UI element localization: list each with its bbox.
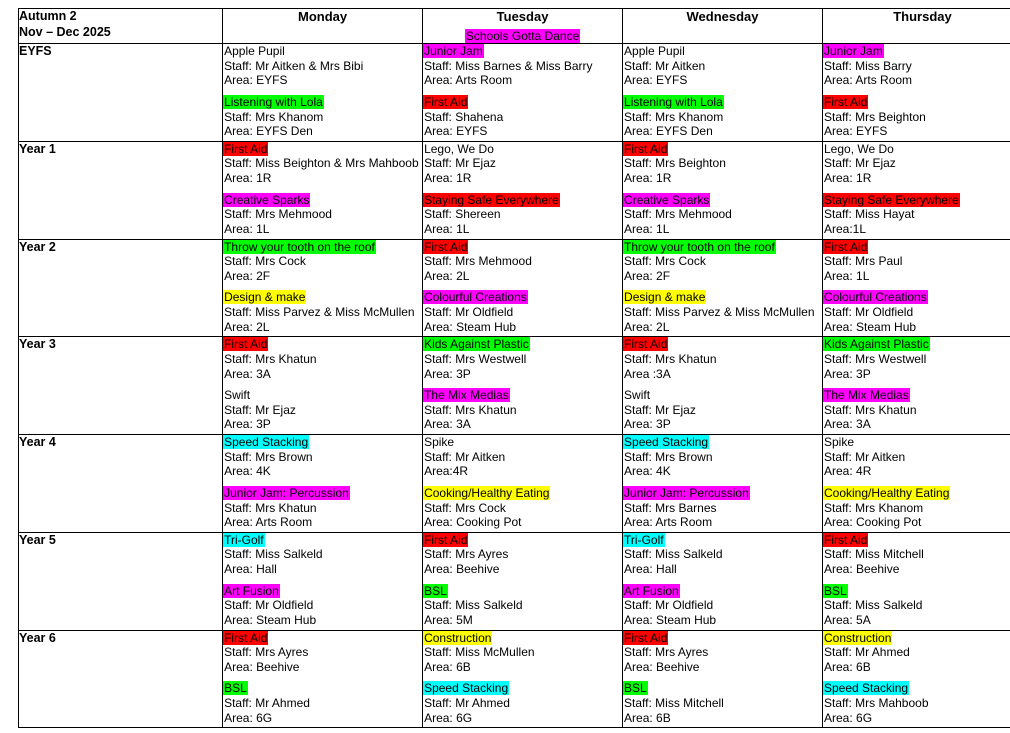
club-title: Colourful Creations [823,290,928,304]
club-area: Area: Beehive [623,660,822,675]
club-staff: Staff: Miss Salkeld [223,547,422,562]
club-area: Area: Arts Room [423,73,622,88]
club-cell [623,44,823,142]
club-cell [623,337,823,435]
club-area: Area: 4K [223,464,422,479]
year-group-label: Year 3 [19,337,223,435]
day-name: Monday [298,9,347,24]
club-entry [623,142,822,186]
club-staff: Staff: Miss Beighton & Mrs Mahboob [223,156,422,171]
club-title: Listening with Lola [623,95,724,109]
club-title: Throw your tooth on the roof [623,240,776,254]
club-entry [623,631,822,675]
club-entry [823,631,1010,675]
club-entry [423,435,622,479]
club-entry [423,142,622,186]
club-entry [223,193,422,237]
club-area: Area: 3P [223,417,422,432]
club-title: Apple Pupil [223,44,286,58]
club-title: Kids Against Plastic [423,337,530,351]
club-area: Area: 3A [423,417,622,432]
club-cell [423,239,623,337]
club-staff: Staff: Mrs Mahboob [823,696,1010,711]
club-entry [623,240,822,284]
club-cell [423,435,623,533]
club-cell [823,435,1010,533]
club-staff: Staff: Mrs Beighton [823,110,1010,125]
club-title: Staying Safe Everywhere [423,193,560,207]
club-title: Construction [423,631,492,645]
day-name: Tuesday [497,9,549,24]
club-title: Lego, We Do [423,142,495,156]
club-area: Area: Hall [623,562,822,577]
club-entry [223,240,422,284]
club-area: Area: Steam Hub [423,320,622,335]
club-entry [823,337,1010,381]
club-staff: Staff: Mrs Khatun [623,352,822,367]
club-entry [223,584,422,628]
club-area: Area: 1L [623,222,822,237]
year-group-label: EYFS [19,44,223,142]
club-cell [423,630,623,728]
club-title: Design & make [623,290,706,304]
club-entry [223,435,422,479]
club-area: Area: 2L [223,320,422,335]
club-area: Area: 1R [223,171,422,186]
club-entry [423,337,622,381]
club-title: Junior Jam [423,44,484,58]
club-entry [623,681,822,725]
club-title: First Aid [223,142,268,156]
club-entry [823,681,1010,725]
club-entry [623,290,822,334]
club-entry [623,95,822,139]
club-staff: Staff: Mr Ahmed [823,645,1010,660]
club-entry [223,44,422,88]
club-entry [423,533,622,577]
day-note-highlight: Schools Gotta Dance [465,29,580,43]
club-staff: Staff: Miss Barnes & Miss Barry [423,59,622,74]
club-staff: Staff: Mrs Khanom [623,110,822,125]
club-title: Lego, We Do [823,142,895,156]
day-header-thursday [823,9,1010,44]
club-area: Area: 1R [823,171,1010,186]
club-entry [423,240,622,284]
year-group-label: Year 1 [19,141,223,239]
club-title: Colourful Creations [423,290,528,304]
club-cell [623,141,823,239]
club-title: Cooking/Healthy Eating [423,486,550,500]
table-row [19,239,1010,337]
club-area: Area: EYFS [223,73,422,88]
club-title: Art Fusion [223,584,280,598]
club-title: Junior Jam [823,44,884,58]
club-area: Area: 6B [423,660,622,675]
club-area: Area: Steam Hub [223,613,422,628]
club-title: Speed Stacking [623,435,709,449]
club-title: Creative Sparks [223,193,310,207]
club-title: Kids Against Plastic [823,337,930,351]
club-area: Area: 2F [623,269,822,284]
club-area: Area: Beehive [823,562,1010,577]
club-entry [423,290,622,334]
club-title: Tri-Golf [223,533,265,547]
club-area: Area: EYFS [423,124,622,139]
club-entry [223,337,422,381]
club-entry [423,584,622,628]
club-staff: Staff: Mrs Westwell [423,352,622,367]
term-heading-cell [19,9,223,44]
club-entry [423,193,622,237]
year-group-label: Year 4 [19,435,223,533]
club-area: Area: EYFS Den [223,124,422,139]
club-cell [423,532,623,630]
club-staff: Staff: Shereen [423,207,622,222]
club-cell [623,435,823,533]
club-staff: Staff: Miss McMullen [423,645,622,660]
day-note [423,29,622,43]
term-dates: Nov – Dec 2025 [19,25,111,39]
club-staff: Staff: Miss Salkeld [623,547,822,562]
club-staff: Staff: Mr Ejaz [823,156,1010,171]
club-staff: Staff: Miss Mitchell [823,547,1010,562]
club-title: First Aid [223,337,268,351]
day-header-wednesday [623,9,823,44]
year-group-label: Year 2 [19,239,223,337]
club-staff: Staff: Mrs Mehmood [223,207,422,222]
club-staff: Staff: Mrs Cock [423,501,622,516]
club-entry [623,44,822,88]
club-cell [823,630,1010,728]
club-entry [423,95,622,139]
club-cell [223,239,423,337]
club-area: Area: 4R [823,464,1010,479]
club-staff: Staff: Mr Ejaz [623,403,822,418]
club-entry [823,193,1010,237]
club-entry [423,44,622,88]
club-staff: Staff: Shahena [423,110,622,125]
club-area: Area: 3A [823,417,1010,432]
club-staff: Staff: Mr Aitken [823,450,1010,465]
club-title: First Aid [623,142,668,156]
club-area: Area: 3P [423,367,622,382]
club-staff: Staff: Mrs Khatun [823,403,1010,418]
club-entry [623,435,822,479]
club-staff: Staff: Mrs Ayres [623,645,822,660]
club-entry [223,533,422,577]
club-cell [823,239,1010,337]
club-staff: Staff: Mrs Paul [823,254,1010,269]
club-entry [823,95,1010,139]
club-title: Cooking/Healthy Eating [823,486,950,500]
club-title: Swift [223,388,251,402]
club-cell [823,44,1010,142]
club-title: Spike [823,435,855,449]
club-entry [823,486,1010,530]
club-area: Area: 1L [223,222,422,237]
table-row [19,337,1010,435]
club-entry [223,290,422,334]
club-staff: Staff: Mr Oldfield [623,598,822,613]
club-staff: Staff: Mrs Ayres [423,547,622,562]
day-name: Wednesday [687,9,759,24]
clubs-timetable [18,8,1010,728]
club-entry [823,584,1010,628]
club-staff: Staff: Mr Aitken & Mrs Bibi [223,59,422,74]
club-title: Staying Safe Everywhere [823,193,960,207]
club-entry [223,486,422,530]
club-entry [423,631,622,675]
table-header-row [19,9,1010,44]
club-staff: Staff: Mr Oldfield [823,305,1010,320]
club-entry [223,388,422,432]
club-area: Area: 6B [623,711,822,726]
club-staff: Staff: Mr Oldfield [423,305,622,320]
club-entry [623,388,822,432]
club-cell [423,337,623,435]
club-area: Area: Arts Room [623,515,822,530]
club-staff: Staff: Miss Mitchell [623,696,822,711]
club-title: Swift [623,388,651,402]
club-area: Area: 2L [623,320,822,335]
club-title: First Aid [623,337,668,351]
club-area: Area: 3A [223,367,422,382]
club-title: Speed Stacking [223,435,309,449]
club-staff: Staff: Mrs Westwell [823,352,1010,367]
club-cell [623,239,823,337]
club-staff: Staff: Mr Ejaz [223,403,422,418]
club-area: Area: Cooking Pot [823,515,1010,530]
club-entry [223,681,422,725]
table-row [19,44,1010,142]
club-entry [623,486,822,530]
club-entry [623,584,822,628]
club-entry [423,681,622,725]
club-area: Area: Arts Room [823,73,1010,88]
day-header-tuesday [423,9,623,44]
club-area: Area: Hall [223,562,422,577]
club-title: Art Fusion [623,584,680,598]
club-staff: Staff: Mrs Mehmood [423,254,622,269]
club-area: Area: Arts Room [223,515,422,530]
club-title: BSL [223,681,248,695]
club-staff: Staff: Mr Ahmed [223,696,422,711]
club-title: Design & make [223,290,306,304]
club-entry [823,435,1010,479]
club-cell [823,337,1010,435]
year-group-label: Year 6 [19,630,223,728]
club-entry [223,142,422,186]
club-area: Area: 3P [823,367,1010,382]
club-cell [223,141,423,239]
club-area: Area: EYFS Den [623,124,822,139]
year-group-label: Year 5 [19,532,223,630]
club-cell [223,435,423,533]
club-area: Area: Cooking Pot [423,515,622,530]
club-area: Area: 6G [423,711,622,726]
club-title: First Aid [223,631,268,645]
table-row [19,141,1010,239]
club-area: Area: Beehive [223,660,422,675]
club-cell [223,44,423,142]
club-area: Area :3A [623,367,822,382]
club-staff: Staff: Mrs Brown [223,450,422,465]
club-title: Junior Jam: Percussion [223,486,350,500]
club-area: Area: 5M [423,613,622,628]
club-entry [423,388,622,432]
club-cell [223,532,423,630]
club-area: Area:4R [423,464,622,479]
club-title: The Mix Medias [423,388,510,402]
club-staff: Staff: Mrs Khatun [423,403,622,418]
day-header-monday [223,9,423,44]
club-area: Area: Steam Hub [623,613,822,628]
club-staff: Staff: Miss Parvez & Miss McMullen [223,305,422,320]
club-staff: Staff: Mr Aitken [623,59,822,74]
club-area: Area: 1R [623,171,822,186]
club-area: Area: 2F [223,269,422,284]
club-staff: Staff: Mrs Cock [223,254,422,269]
club-staff: Staff: Mrs Khatun [223,352,422,367]
club-entry [223,95,422,139]
club-area: Area: EYFS [623,73,822,88]
club-cell [823,532,1010,630]
club-entry [823,290,1010,334]
club-staff: Staff: Miss Barry [823,59,1010,74]
club-staff: Staff: Mr Aitken [423,450,622,465]
club-area: Area: 1L [423,222,622,237]
club-staff: Staff: Mrs Beighton [623,156,822,171]
club-title: Throw your tooth on the roof [223,240,376,254]
club-area: Area: 4K [623,464,822,479]
club-title: BSL [823,584,848,598]
club-title: Creative Sparks [623,193,710,207]
club-area: Area: 1R [423,171,622,186]
club-title: BSL [623,681,648,695]
club-title: First Aid [623,631,668,645]
club-entry [623,533,822,577]
club-area: Area: 3P [623,417,822,432]
club-staff: Staff: Mrs Ayres [223,645,422,660]
club-title: First Aid [423,240,468,254]
club-area: Area: 1L [823,269,1010,284]
club-staff: Staff: Mrs Brown [623,450,822,465]
club-entry [823,240,1010,284]
club-title: Junior Jam: Percussion [623,486,750,500]
club-entry [823,142,1010,186]
club-entry [823,388,1010,432]
club-area: Area: 5A [823,613,1010,628]
club-cell [223,337,423,435]
club-title: Listening with Lola [223,95,324,109]
table-row [19,532,1010,630]
club-title: BSL [423,584,448,598]
club-title: First Aid [823,240,868,254]
club-cell [223,630,423,728]
club-area: Area: 6G [823,711,1010,726]
club-cell [423,141,623,239]
club-staff: Staff: Mr Oldfield [223,598,422,613]
club-staff: Staff: Mrs Cock [623,254,822,269]
club-staff: Staff: Mrs Barnes [623,501,822,516]
club-title: First Aid [423,95,468,109]
club-area: Area: EYFS [823,124,1010,139]
club-staff: Staff: Mrs Khanom [223,110,422,125]
club-title: First Aid [423,533,468,547]
club-area: Area: 6B [823,660,1010,675]
club-staff: Staff: Mr Ahmed [423,696,622,711]
club-cell [623,630,823,728]
club-title: Tri-Golf [623,533,665,547]
club-area: Area: Beehive [423,562,622,577]
club-staff: Staff: Miss Salkeld [423,598,622,613]
club-area: Area: 2L [423,269,622,284]
club-staff: Staff: Mrs Khanom [823,501,1010,516]
club-title: Spike [423,435,455,449]
day-name: Thursday [893,9,952,24]
table-row [19,630,1010,728]
club-title: Apple Pupil [623,44,686,58]
club-staff: Staff: Miss Salkeld [823,598,1010,613]
club-title: First Aid [823,95,868,109]
term-title: Autumn 2 [19,9,77,23]
club-title: Speed Stacking [823,681,909,695]
club-area: Area:1L [823,222,1010,237]
club-entry [623,193,822,237]
club-cell [823,141,1010,239]
club-cell [423,44,623,142]
club-title: First Aid [823,533,868,547]
club-entry [223,631,422,675]
club-staff: Staff: Miss Hayat [823,207,1010,222]
club-staff: Staff: Miss Parvez & Miss McMullen [623,305,822,320]
table-body [19,44,1010,728]
club-title: Speed Stacking [423,681,509,695]
club-title: Construction [823,631,892,645]
club-area: Area: Steam Hub [823,320,1010,335]
club-staff: Staff: Mr Ejaz [423,156,622,171]
club-entry [423,486,622,530]
club-entry [623,337,822,381]
club-entry [823,533,1010,577]
club-cell [623,532,823,630]
table-row [19,435,1010,533]
club-area: Area: 6G [223,711,422,726]
club-entry [823,44,1010,88]
club-staff: Staff: Mrs Mehmood [623,207,822,222]
club-title: The Mix Medias [823,388,910,402]
club-staff: Staff: Mrs Khatun [223,501,422,516]
